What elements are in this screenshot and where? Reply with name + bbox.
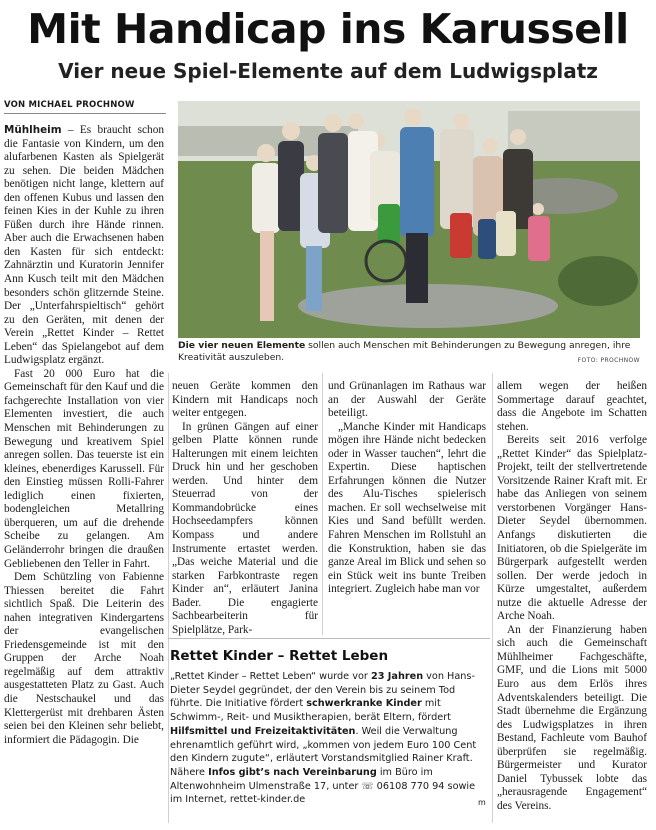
paragraph: An der Finanzierung haben sich auch die Gemeinschaft Mühlheimer Fachgeschäfte, GMF, und die Lions mit 5000 Euro aus dem Erlös ihres Adventskalenders beteiligt. Die Stadt übernehme die Ergänzung des Ludwigsplatzes in ihren Bestand, Fachleute vom Bauhof überprüfen sie regelmäßig. Bürgermeister und Kurator Daniel Tybussek lobte das „herausragende Engagement“ des Vereins.	[497, 623, 647, 812]
photo-caption	[178, 340, 640, 364]
paragraph	[4, 124, 164, 368]
infobox-text-part: „Rettet Kinder – Rettet Leben“ wurde vor	[170, 671, 371, 682]
infobox-text	[170, 670, 488, 807]
column-rule	[168, 373, 169, 823]
author-mark: m	[478, 798, 486, 807]
photo-credit: FOTO: PROCHNOW	[577, 357, 640, 364]
group-photo-illustration	[178, 101, 640, 338]
column-rule	[322, 373, 323, 635]
paragraph-text: – Es braucht schon die Fantasie von Kindern, um den alufarbenen Kasten als Spielgerät zu sehen. Die beiden Mädchen benötigen nicht lange, klettern auf den offenen Kubus und lassen den feinen Kies in der Kuhle zu ihren Füßen durch ihre Hände rinnen. Aber auch die Erwachsenen haben den Kasten für sich entdeckt: Zahnärztin und Kuratorin Jennifer Ann Kusch teilt mit den Mädchen besonders schön glitzernde Steine. Der „Unterfahrspieltisch“ gehört zu den Geräten, mit denen der Verein „Rettet Kinder – Rettet Leben“ das Spielangebot auf dem Ludwigsplatz ergänzt.	[4, 124, 164, 367]
article-column-1	[4, 124, 164, 747]
infobox-bold: schwerkranke Kinder	[306, 698, 422, 710]
infobox-title: Rettet Kinder – Rettet Leben	[170, 648, 389, 664]
infobox-text-part: im Büro im Altenwohnheim Ulmenstraße 17, unter ☏ 06108 770 94 sowie im Internet, rettet-kinder.de	[170, 766, 476, 806]
dateline: Mühlheim	[4, 124, 62, 136]
headline: Mit Handicap ins Karussell	[27, 5, 629, 53]
caption-bold: Die vier neuen Elemente	[178, 340, 306, 351]
subheadline: Vier neue Spiel-Elemente auf dem Ludwigsplatz	[58, 59, 598, 83]
paragraph: allem wegen der heißen Sommertage darauf geachtet, dass die Angebote im Schatten stehen.	[497, 380, 647, 433]
infobox-text-part: . Weil die Verwaltung ehrenamtlich geführt wird, „kommen von jedem Euro 100 Cent den Kindern zugute“, erläutert Vorstandsmitglied Rainer Kraft. Nähere	[170, 725, 477, 778]
paragraph: Dem Schützling von Fabienne Thiessen bereitet die Fahrt sichtlich Spaß. Die Leiterin des nahen integrativen Kindergartens der evangelischen Friedensgemeinde ist mit den Gruppen der Arche Noah regelmäßig auf dem attraktiv ausgestatteten Platz zu Gast. Auch die Nestschaukel und das Klettergerüst mit drehbaren Ästen seien bei den Kleinen sehr beliebt, informiert die Pädagogin. Die	[4, 571, 164, 746]
infobox-bold: 23 Jahren	[370, 671, 424, 682]
infobox-text-part: von Hans-Dieter Seydel gegründet, der den Verein bis zu seinem Tod führte. Die Initiative fördert	[170, 671, 475, 710]
article-column-4	[497, 380, 647, 814]
paragraph: In grünen Gängen auf einer gelben Platte können runde Halterungen mit einem leichten Druck hin und her geschoben werden. Und hinter dem Steuerrad von der Kommandobrücke eines Hochseedampfers können Kompass und andere Instrumente ertastet werden. „Das weiche Material und die starken Farbkontraste regen Kinder an“, erläutert Janina Bader. Die engagierte Sachbearbeiterin für Spielplätze, Park-	[172, 420, 318, 636]
paragraph: Bereits seit 2016 verfolge „Rettet Kinder“ das Spielplatz-Projekt, teilt der stellvertretende Vorsitzende Rainer Kraft mit. Er habe das Anliegen von seinem verstorbenen Vorgänger Hans-Dieter Seydel übernommen. Anfangs diskutierten die Initiatoren, ob die Spielgeräte im Bürgerpark aufgestellt werden sollen. Der werde jedoch in Kürze umgestaltet, außerdem nutze die aktuelle Adresse der Arche Noah.	[497, 434, 647, 623]
paragraph: neuen Geräte kommen den Kindern mit Handicaps noch weiter entgegen.	[172, 380, 318, 420]
caption-text: sollen auch Menschen mit Behinderungen zu Bewegung anregen, ihre Kreativität auszuleben.	[178, 340, 631, 363]
article-column-3	[328, 380, 486, 597]
article-column-2	[172, 380, 318, 637]
paragraph: „Manche Kinder mit Handicaps mögen ihre Hände nicht bedecken oder in Wasser tauchen“, lehrt die Expertin. Diese haptischen Erfahrungen können die Nutzer des Alu-Tisches spielerisch machen. Er soll wechselweise mit Kies und Sand befüllt werden. Fahren Menschen im Rollstuhl an die Konstruktion, haben sie das ganze Areal im Blick und sehen so ein Stück weit ins bunte Treiben integriert. Zugleich habe man vor	[328, 420, 486, 596]
byline: VON MICHAEL PROCHNOW	[4, 100, 166, 114]
infobox-text-part: mit Schwimm-, Reit- und Musiktherapien, berät Eltern, fördert	[170, 698, 451, 724]
paragraph: Fast 20 000 Euro hat die Gemeinschaft für den Kauf und die fachgerechte Installation von vier Elementen investiert, die auch Menschen mit Behinderungen zu Bewegung und kreativem Spiel anregen sollen. Das teuerste ist ein kleines, ebenerdiges Karussell. Für den Einstieg müssen Rolli-Fahrer lediglich einen fixierten, bodengleichen Metallring überqueren, um auf die drehende Scheibe zu gelangen. Am Geländerrohr bringen die draußen Gebliebenen den Teller in Fahrt.	[4, 367, 164, 570]
infobox-rule	[168, 638, 490, 639]
article-photo	[178, 101, 640, 338]
infobox-bold: Infos gibt’s nach Vereinbarung	[208, 766, 377, 778]
paragraph: und Grünanlagen im Rathaus war an der Auswahl der Geräte beteiligt.	[328, 380, 486, 420]
infobox-bold: Hilfsmittel und Freizeitaktivitäten	[170, 725, 356, 737]
column-rule	[492, 373, 493, 823]
